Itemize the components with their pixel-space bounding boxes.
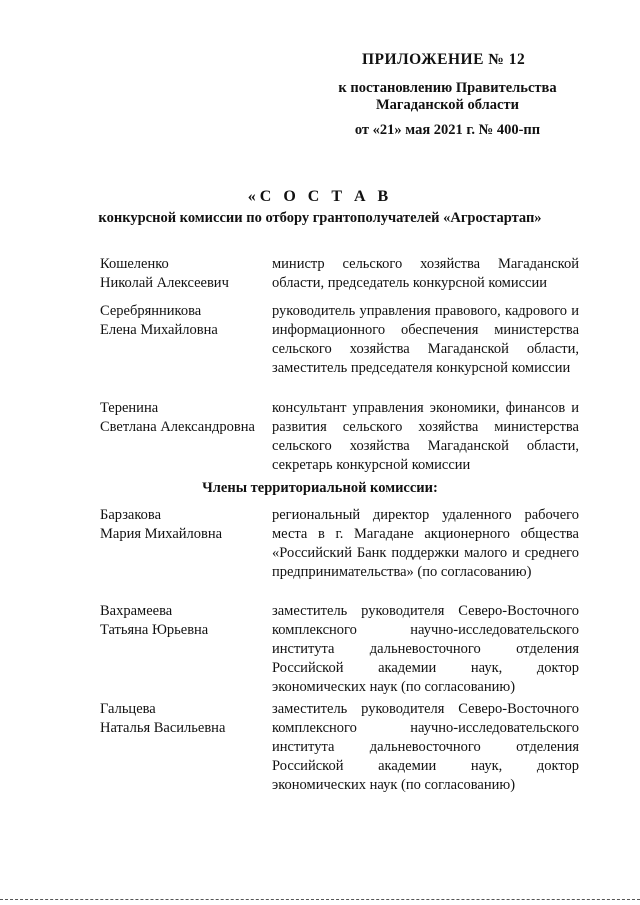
document-title: «С О С Т А В	[247, 188, 393, 205]
member-name: Гальцева Наталья Васильевна	[100, 701, 226, 736]
member-name: Барзакова Мария Михайловна	[100, 507, 223, 542]
section-heading: Члены территориальной комиссии:	[202, 480, 438, 496]
member-role: консультант управления экономики, финансов и развития сельского хозяйства министерства сельского хозяйства Магаданской области, секретарь конкурсной комиссии	[272, 400, 579, 473]
member-name: Теренина Светлана Александровна	[100, 400, 255, 435]
member-name: Серебрянникова Елена Михайловна	[100, 303, 218, 338]
member-name: Вахрамеева Татьяна Юрьевна	[100, 603, 209, 638]
member-role: министр сельского хозяйства Магаданской области, председатель конкурсной комиссии	[272, 256, 579, 291]
member-role: заместитель руководителя Северо-Восточного комплексного научно-исследовательского института дальневосточного отделения Российской академии наук, доктор экономических наук (по согласованию)	[272, 701, 579, 793]
document-subtitle: конкурсной комиссии по отбору грантополучателей «Агростартап»	[98, 210, 542, 226]
appendix-date: от «21» мая 2021 г. № 400-пп	[354, 122, 541, 138]
appendix-title: ПРИЛОЖЕНИЕ № 12	[362, 51, 526, 68]
member-role: заместитель руководителя Северо-Восточного комплексного научно-исследовательского института дальневосточного отделения Российской академии наук, доктор экономических наук (по согласованию)	[272, 603, 579, 695]
member-role: руководитель управления правового, кадрового и информационного обеспечения министерства сельского хозяйства Магаданской области, заместитель председателя конкурсной комиссии	[272, 303, 579, 376]
member-role: региональный директор удаленного рабочего места в г. Магадане акционерного общества «Российский Банк поддержки малого и среднего предпринимательства» (по согласованию)	[272, 507, 579, 580]
member-name: Кошеленко Николай Алексеевич	[100, 256, 229, 291]
appendix-subtitle: к постановлению Правительства Магаданской области	[338, 80, 557, 113]
page-bottom-rule	[0, 899, 640, 900]
